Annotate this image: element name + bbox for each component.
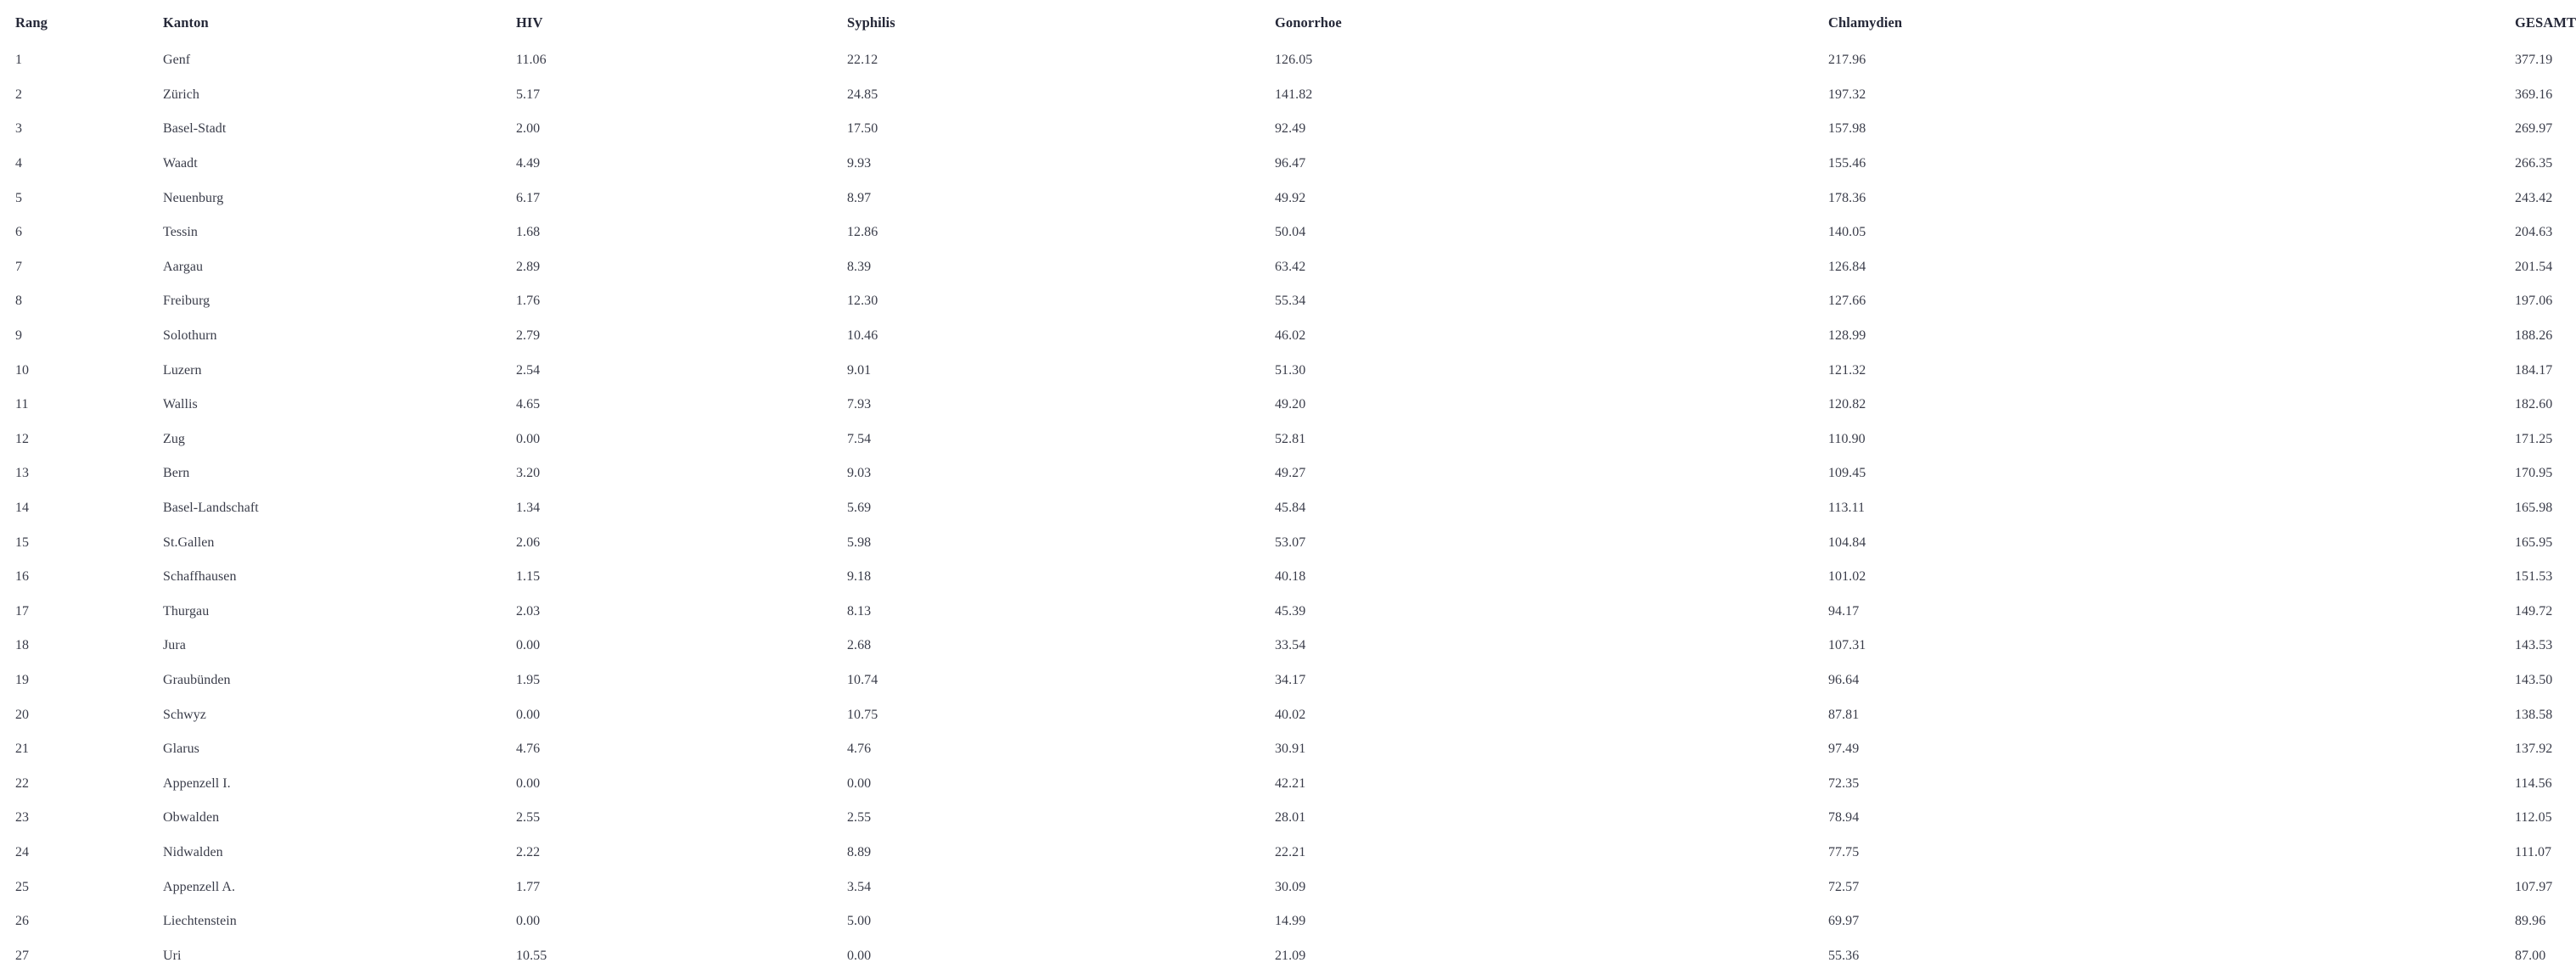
cell-rang: 20	[15, 707, 30, 722]
cell-syphilis: 3.54	[847, 879, 872, 894]
cell-kanton: Glarus	[163, 742, 199, 757]
cell-chlamydien: 77.75	[1828, 844, 1860, 859]
cell-kanton: Jura	[163, 638, 186, 653]
cell-kanton: St.Gallen	[163, 535, 215, 550]
cell-rang: 25	[15, 879, 30, 894]
cell-kanton: Schaffhausen	[163, 569, 237, 585]
cell-chlamydien: 113.11	[1828, 501, 1866, 516]
cell-rang: 18	[15, 638, 30, 653]
cell-rang: 5	[15, 190, 23, 205]
cell-chlamydien: 110.90	[1828, 431, 1866, 446]
cell-syphilis: 5.69	[847, 501, 872, 516]
cell-chlamydien: 78.94	[1828, 810, 1860, 826]
cell-hiv: 2.89	[516, 259, 541, 274]
cell-syphilis: 0.00	[847, 775, 872, 791]
table-row	[0, 836, 2515, 870]
cell-kanton: Zug	[163, 431, 185, 446]
cell-gesamt: 170.95	[2515, 466, 2553, 481]
cell-kanton: Tessin	[163, 225, 198, 240]
table-row	[0, 732, 2515, 767]
cell-gonorrhoe: 55.34	[1275, 294, 1306, 309]
cell-gesamt: 188.26	[2515, 328, 2553, 344]
cell-chlamydien: 101.02	[1828, 569, 1866, 585]
cell-gonorrhoe: 51.30	[1275, 362, 1306, 378]
cell-gonorrhoe: 92.49	[1275, 121, 1306, 137]
cell-chlamydien: 121.32	[1828, 362, 1866, 378]
cell-kanton: Liechtenstein	[163, 914, 237, 929]
cell-gesamt: 87.00	[2515, 948, 2546, 963]
cell-rang: 1	[15, 53, 23, 68]
cell-hiv: 1.95	[516, 672, 541, 687]
cell-syphilis: 8.97	[847, 190, 872, 205]
cell-hiv: 4.49	[516, 156, 541, 171]
cell-hiv: 2.55	[516, 810, 541, 826]
cell-kanton: Appenzell A.	[163, 879, 236, 894]
column-header-chlamydien: Chlamydien	[1828, 14, 1903, 31]
cell-chlamydien: 72.35	[1828, 775, 1860, 791]
cell-rang: 2	[15, 87, 23, 102]
cell-kanton: Appenzell I.	[163, 775, 231, 791]
cell-gonorrhoe: 141.82	[1275, 87, 1313, 102]
cell-gesamt: 165.98	[2515, 501, 2553, 516]
table-row	[0, 181, 2515, 216]
cell-chlamydien: 157.98	[1828, 121, 1866, 137]
cell-rang: 27	[15, 948, 30, 963]
cell-syphilis: 4.76	[847, 742, 872, 757]
column-header-kanton: Kanton	[163, 14, 209, 31]
table-row	[0, 284, 2515, 319]
cell-hiv: 2.79	[516, 328, 541, 344]
cell-chlamydien: 72.57	[1828, 879, 1860, 894]
cell-gonorrhoe: 50.04	[1275, 225, 1306, 240]
cell-kanton: Neuenburg	[163, 190, 224, 205]
cell-gonorrhoe: 126.05	[1275, 53, 1313, 68]
cell-gesamt: 138.58	[2515, 707, 2553, 722]
cell-rang: 23	[15, 810, 30, 826]
cell-syphilis: 17.50	[847, 121, 878, 137]
cell-chlamydien: 107.31	[1828, 638, 1866, 653]
cell-kanton: Basel-Stadt	[163, 121, 227, 137]
cell-chlamydien: 197.32	[1828, 87, 1866, 102]
cell-chlamydien: 126.84	[1828, 259, 1866, 274]
cell-rang: 13	[15, 466, 30, 481]
table-row	[0, 904, 2515, 939]
cell-gesamt: 243.42	[2515, 190, 2553, 205]
cell-rang: 24	[15, 844, 30, 859]
cell-syphilis: 12.30	[847, 294, 878, 309]
cell-gesamt: 151.53	[2515, 569, 2553, 585]
cell-kanton: Bern	[163, 466, 190, 481]
cell-chlamydien: 104.84	[1828, 535, 1866, 550]
cell-syphilis: 7.54	[847, 431, 872, 446]
table-row	[0, 43, 2515, 78]
cell-kanton: Genf	[163, 53, 191, 68]
cell-rang: 17	[15, 603, 30, 619]
cell-rang: 12	[15, 431, 30, 446]
table-body	[0, 43, 2553, 973]
cell-gonorrhoe: 30.91	[1275, 742, 1306, 757]
cell-gesamt: 182.60	[2515, 397, 2553, 412]
table-row	[0, 663, 2515, 698]
cell-gesamt: 369.16	[2515, 87, 2553, 102]
cell-gonorrhoe: 49.27	[1275, 466, 1306, 481]
cell-gesamt: 184.17	[2515, 362, 2553, 378]
cell-gesamt: 107.97	[2515, 879, 2553, 894]
cell-kanton: Luzern	[163, 362, 202, 378]
cell-hiv: 1.77	[516, 879, 541, 894]
cell-syphilis: 8.39	[847, 259, 872, 274]
cell-rang: 19	[15, 672, 30, 687]
cell-hiv: 11.06	[516, 53, 547, 68]
cell-rang: 15	[15, 535, 30, 550]
cell-gesamt: 143.53	[2515, 638, 2553, 653]
cell-kanton: Obwalden	[163, 810, 220, 826]
cell-syphilis: 9.18	[847, 569, 872, 585]
cell-gonorrhoe: 63.42	[1275, 259, 1306, 274]
cell-hiv: 1.34	[516, 501, 541, 516]
cell-gonorrhoe: 42.21	[1275, 775, 1306, 791]
table-row	[0, 423, 2515, 457]
cell-chlamydien: 155.46	[1828, 156, 1866, 171]
cell-rang: 11	[15, 397, 29, 412]
cell-kanton: Waadt	[163, 156, 198, 171]
cell-chlamydien: 87.81	[1828, 707, 1860, 722]
cell-syphilis: 8.89	[847, 844, 872, 859]
column-header-hiv: HIV	[516, 14, 543, 31]
cell-kanton: Wallis	[163, 397, 198, 412]
cell-kanton: Uri	[163, 948, 182, 963]
table-row	[0, 112, 2515, 147]
table-row	[0, 491, 2515, 526]
cell-chlamydien: 128.99	[1828, 328, 1866, 344]
table-row	[0, 319, 2515, 354]
cell-gonorrhoe: 40.02	[1275, 707, 1306, 722]
cell-hiv: 0.00	[516, 707, 541, 722]
cell-gonorrhoe: 34.17	[1275, 672, 1306, 687]
cell-chlamydien: 120.82	[1828, 397, 1866, 412]
table-row	[0, 388, 2515, 423]
cell-rang: 22	[15, 775, 30, 791]
cell-hiv: 4.65	[516, 397, 541, 412]
cell-syphilis: 10.46	[847, 328, 878, 344]
cell-gesamt: 201.54	[2515, 259, 2553, 274]
column-header-rang: Rang	[15, 14, 48, 31]
cell-syphilis: 0.00	[847, 948, 872, 963]
cell-kanton: Zürich	[163, 87, 199, 102]
cell-syphilis: 2.55	[847, 810, 872, 826]
table-row	[0, 629, 2515, 663]
cell-rang: 7	[15, 259, 23, 274]
cell-syphilis: 8.13	[847, 603, 872, 619]
cell-rang: 6	[15, 225, 23, 240]
cell-gesamt: 171.25	[2515, 431, 2553, 446]
table-row	[0, 595, 2515, 630]
cell-hiv: 10.55	[516, 948, 547, 963]
cell-gesamt: 197.06	[2515, 294, 2553, 309]
table-row	[0, 870, 2515, 904]
cell-gonorrhoe: 30.09	[1275, 879, 1306, 894]
cell-syphilis: 9.93	[847, 156, 872, 171]
cell-chlamydien: 217.96	[1828, 53, 1866, 68]
cell-hiv: 1.68	[516, 225, 541, 240]
column-header-syphilis: Syphilis	[847, 14, 895, 31]
cell-rang: 3	[15, 121, 23, 137]
cell-hiv: 5.17	[516, 87, 541, 102]
cell-gonorrhoe: 22.21	[1275, 844, 1306, 859]
cell-syphilis: 10.74	[847, 672, 878, 687]
cell-kanton: Freiburg	[163, 294, 210, 309]
cell-chlamydien: 94.17	[1828, 603, 1860, 619]
table-row	[0, 250, 2515, 285]
cell-rang: 16	[15, 569, 30, 585]
cell-hiv: 2.00	[516, 121, 541, 137]
cell-gonorrhoe: 40.18	[1275, 569, 1306, 585]
cell-chlamydien: 97.49	[1828, 742, 1860, 757]
column-header-gesamt: GESAMT	[2515, 14, 2576, 31]
cell-chlamydien: 140.05	[1828, 225, 1866, 240]
table-row	[0, 938, 2515, 973]
cell-syphilis: 2.68	[847, 638, 872, 653]
cell-gesamt: 266.35	[2515, 156, 2553, 171]
cell-hiv: 0.00	[516, 775, 541, 791]
cell-hiv: 4.76	[516, 742, 541, 757]
cell-hiv: 6.17	[516, 190, 541, 205]
cell-rang: 9	[15, 328, 23, 344]
cell-hiv: 2.06	[516, 535, 541, 550]
cell-syphilis: 22.12	[847, 53, 878, 68]
cell-kanton: Basel-Landschaft	[163, 501, 259, 516]
table-row	[0, 353, 2515, 388]
cell-rang: 4	[15, 156, 23, 171]
cell-syphilis: 7.93	[847, 397, 872, 412]
cell-chlamydien: 69.97	[1828, 914, 1860, 929]
table-row	[0, 560, 2515, 595]
cell-syphilis: 5.98	[847, 535, 872, 550]
cell-kanton: Aargau	[163, 259, 204, 274]
cell-hiv: 3.20	[516, 466, 541, 481]
table-header	[0, 0, 2576, 43]
cell-chlamydien: 55.36	[1828, 948, 1860, 963]
cell-gonorrhoe: 53.07	[1275, 535, 1306, 550]
cell-gonorrhoe: 45.39	[1275, 603, 1306, 619]
cell-hiv: 0.00	[516, 914, 541, 929]
cell-rang: 26	[15, 914, 30, 929]
cell-gesamt: 269.97	[2515, 121, 2553, 137]
cell-rang: 14	[15, 501, 30, 516]
cell-gonorrhoe: 52.81	[1275, 431, 1306, 446]
cell-syphilis: 24.85	[847, 87, 878, 102]
cell-kanton: Schwyz	[163, 707, 206, 722]
cell-gonorrhoe: 33.54	[1275, 638, 1306, 653]
cell-rang: 10	[15, 362, 30, 378]
cell-gesamt: 112.05	[2515, 810, 2552, 826]
cell-syphilis: 5.00	[847, 914, 872, 929]
cell-syphilis: 9.03	[847, 466, 872, 481]
cell-gonorrhoe: 49.92	[1275, 190, 1306, 205]
table-row	[0, 216, 2515, 250]
table-row	[0, 456, 2515, 491]
cell-chlamydien: 96.64	[1828, 672, 1860, 687]
cell-chlamydien: 109.45	[1828, 466, 1866, 481]
cell-hiv: 2.03	[516, 603, 541, 619]
cell-kanton: Graubünden	[163, 672, 231, 687]
table-row	[0, 147, 2515, 182]
cell-gonorrhoe: 45.84	[1275, 501, 1306, 516]
cell-hiv: 2.22	[516, 844, 541, 859]
cell-hiv: 0.00	[516, 431, 541, 446]
table-row	[0, 697, 2515, 732]
cell-gesamt: 137.92	[2515, 742, 2553, 757]
cell-kanton: Thurgau	[163, 603, 210, 619]
table-row	[0, 766, 2515, 801]
cell-gonorrhoe: 14.99	[1275, 914, 1306, 929]
cell-gesamt: 143.50	[2515, 672, 2553, 687]
cell-gesamt: 114.56	[2515, 775, 2552, 791]
cell-kanton: Solothurn	[163, 328, 217, 344]
cell-hiv: 1.15	[516, 569, 541, 585]
cell-gonorrhoe: 46.02	[1275, 328, 1306, 344]
cell-rang: 8	[15, 294, 23, 309]
cell-gesamt: 89.96	[2515, 914, 2546, 929]
table-header-row	[0, 0, 2515, 43]
cell-gesamt: 204.63	[2515, 225, 2553, 240]
cell-gesamt: 165.95	[2515, 535, 2553, 550]
cell-rang: 21	[15, 742, 30, 757]
cell-gesamt: 111.07	[2515, 844, 2552, 859]
cell-gonorrhoe: 96.47	[1275, 156, 1306, 171]
cell-chlamydien: 127.66	[1828, 294, 1866, 309]
cell-gonorrhoe: 21.09	[1275, 948, 1306, 963]
cell-hiv: 0.00	[516, 638, 541, 653]
table-row	[0, 525, 2515, 560]
cell-gonorrhoe: 28.01	[1275, 810, 1306, 826]
cell-hiv: 1.76	[516, 294, 541, 309]
column-header-gonorrhoe: Gonorrhoe	[1275, 14, 1342, 31]
cell-gesamt: 149.72	[2515, 603, 2553, 619]
cell-chlamydien: 178.36	[1828, 190, 1866, 205]
cell-kanton: Nidwalden	[163, 844, 223, 859]
cell-gonorrhoe: 49.20	[1275, 397, 1306, 412]
cell-syphilis: 10.75	[847, 707, 878, 722]
cell-syphilis: 12.86	[847, 225, 878, 240]
cell-gesamt: 377.19	[2515, 53, 2553, 68]
table-row	[0, 801, 2515, 836]
table-row	[0, 78, 2515, 113]
cell-syphilis: 9.01	[847, 362, 872, 378]
cell-hiv: 2.54	[516, 362, 541, 378]
